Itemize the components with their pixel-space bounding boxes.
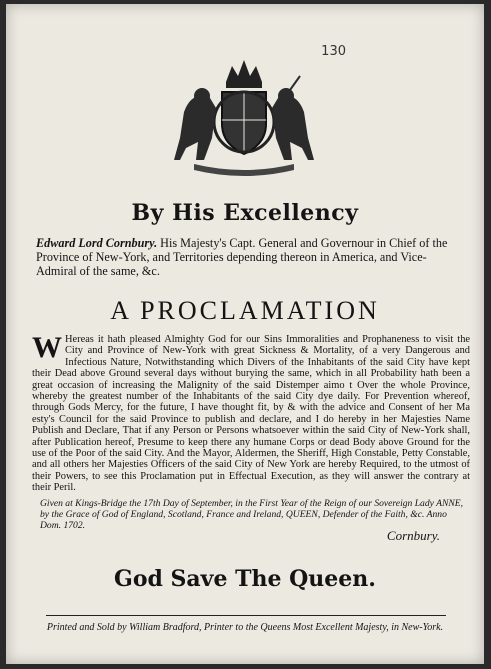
proclamation-body bbox=[32, 331, 470, 494]
governor-name: Edward Lord Cornbury. bbox=[36, 236, 158, 250]
heading: By His Excellency bbox=[131, 200, 359, 226]
dateline: Given at Kings-Bridge the 17th Day of September, in the First Year of the Reign of our Sovereign Lady ANNE, by the Grace of God of England, Scotland, France and Ireland, QUEEN, Defender of the Faith, &c. Anno Dom. 1702. bbox=[40, 498, 464, 531]
printer-imprint: Printed and Sold by William Bradford, Printer to the Queens Most Excellent Majesty, in New-York. bbox=[46, 622, 444, 633]
divider bbox=[46, 615, 446, 616]
signature: Cornbury. bbox=[386, 528, 440, 543]
page-number: 130 bbox=[321, 44, 346, 59]
governor-text: His Majesty's Capt. General and Governour in Chief of the Province of New-York, and Territories depending thereon in America, and Vice-Admiral of the same, &c. bbox=[36, 236, 448, 278]
drop-cap: W bbox=[32, 331, 62, 364]
closing-line: God Save The Queen. bbox=[114, 566, 376, 592]
body-text: Hereas it hath pleased Almighty God for our Sins Immoralities and Prophaneness to visit the City and Province of New-York with great Sickness & Mortality, of a very Dangerous and Infectious Nature, Notwithstanding which Divers of the Inhabitants of the said City have kept their Dead above Ground several days without burying the same, which in all Probability hath been a great occasion of increasing the Malignity of the said Distemper aimo t Over the whole Province, whereby the greatest number of the Inhabitants of the said City dye daily. For Prevention whereof, through Gods Mercy, for the future, I have thought fit, by & with the advice and Consent of her Ma esty's Council for the said Province to publish and declare, and I do hereby in her Majesties Name Publish and Declare, That if any Person or Persons whatsoever within the said City of New-York shall, after Publication hereof, Presume to keep there any humane Corps or dead Body above Ground for the use of the Poor of the said City. And the Mayor, Aldermen, the Sheriff, High Constable, Petty Constable, and all others her Majesties Officers of the said City of New York are hereby Required, to the utmost of their Powers, to see this Proclamation put in Effectual Execution, as they will answer the contrary at their Peril. bbox=[32, 334, 470, 494]
royal-coat-of-arms-image bbox=[166, 52, 322, 176]
governor-title bbox=[36, 236, 464, 278]
proclamation-title: A PROCLAMATION bbox=[110, 296, 380, 325]
proclamation-sheet bbox=[6, 4, 484, 664]
